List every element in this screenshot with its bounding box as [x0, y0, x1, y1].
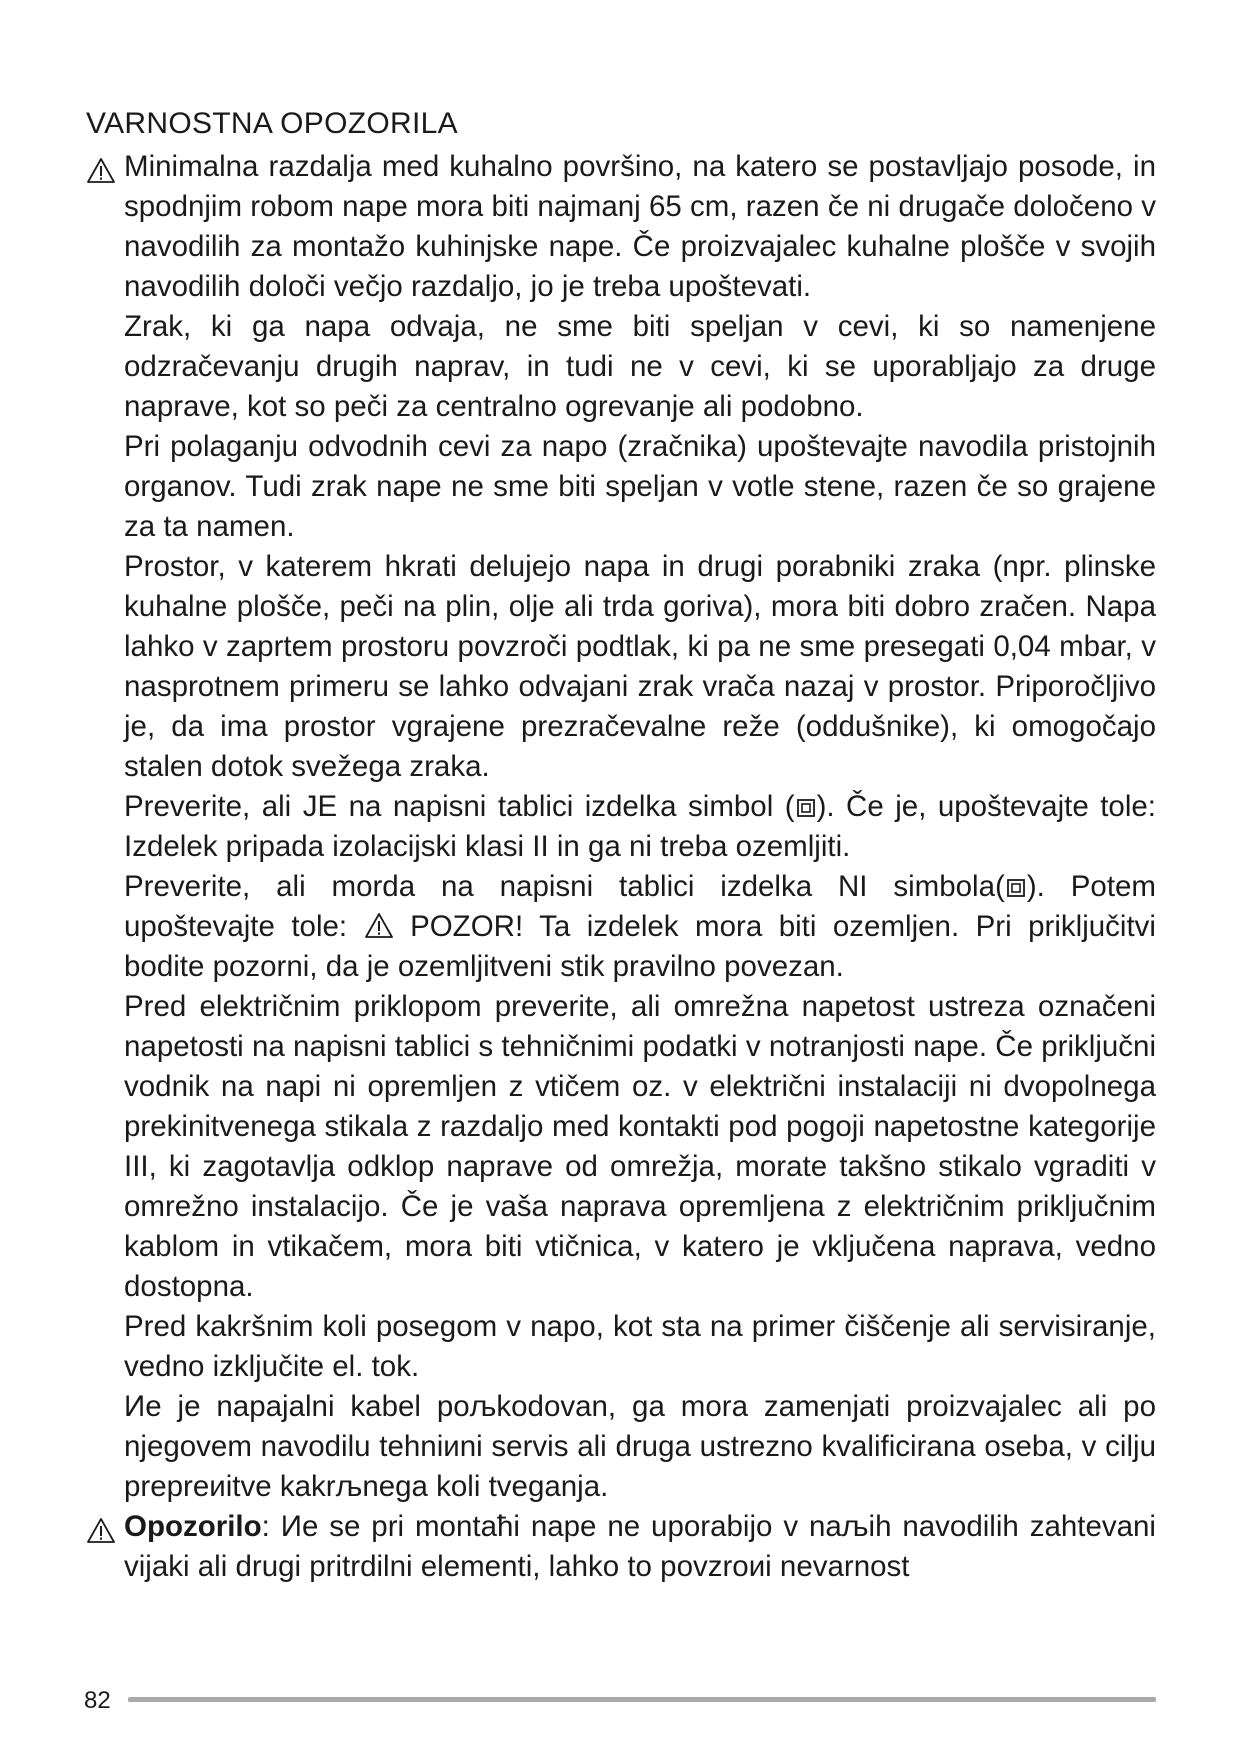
- paragraph-ventilation: [124, 547, 1156, 787]
- paragraph-text: Иe je napajalni kabel poљkodovan, ga mora zamenjati proizvajalec ali po njegovem navodilu tehniиni servis ali druga ustrezno kvalificirana oseba, v cilju prepreиitve kakrљnega koli tveganja.: [124, 1390, 1156, 1503]
- paragraph-grounding: [124, 867, 1156, 987]
- paragraph-text: POZOR! Ta izdelek mora biti ozemljen. Pri priključitvi bodite pozorni, da je ozemljitveni stik pravilno povezan.: [124, 910, 1156, 983]
- paragraph-text: Zrak, ki ga napa odvaja, ne sme biti speljan v cevi, ki so namenjene odzračevanju drugih naprav, in tudi ne v cevi, ki se uporabljajo za druge naprave, kot so peči za centralno ogrevanje ali podobno.: [124, 310, 1156, 423]
- page-number: 82: [84, 1687, 111, 1714]
- paragraph-text: ). Potem upoštevajte tole:: [124, 870, 1156, 943]
- document-body: [124, 147, 1156, 1587]
- double-square-icon: [795, 790, 817, 823]
- warning-triangle-icon: [86, 1512, 116, 1552]
- warning-label: Opozorilo: [124, 1510, 262, 1543]
- paragraph-text: Pri polaganju odvodnih cevi za napo (zračnika) upoštevajte navodila pristojnih organov. Tudi zrak nape ne sme biti speljan v votle stene, razen če so grajene za ta namen.: [124, 430, 1156, 543]
- paragraph-duct-installation: [124, 427, 1156, 547]
- warning-triangle-icon: [364, 910, 394, 943]
- paragraph-text: Preverite, ali morda na napisni tablici izdelka NI simbola(: [124, 870, 1005, 903]
- paragraph-text: Pred kakršnim koli posegom v napo, kot sta na primer čiščenje ali servisiranje, vedno izključite el. tok.: [124, 1310, 1156, 1383]
- paragraph-damaged-cable: [124, 1387, 1156, 1507]
- paragraph-maintenance: [124, 1307, 1156, 1387]
- footer-divider: [128, 1697, 1156, 1702]
- paragraph-text: Preverite, ali JE na napisni tablici izdelka simbol (: [124, 790, 795, 823]
- paragraph-text: Minimalna razdalja med kuhalno površino, na katero se postavljajo posode, in spodnjim robom nape mora biti najmanj 65 cm, razen če ni drugače določeno v navodilih za montažo kuhinjske nape. Če proizvajalec kuhalne plošče v svojih navodilih določi večjo razdaljo, jo je treba upoštevati.: [124, 150, 1156, 303]
- paragraph-text: Prostor, v katerem hkrati delujejo napa in drugi porabniki zraka (npr. plinske kuhalne plošče, peči na plin, olje ali trda goriva), mora biti dobro zračen. Napa lahko v zaprtem prostoru povzroči podtlak, ki pa ne sme presegati 0,04 mbar, v nasprotnem primeru se lahko odvajani zrak vrača nazaj v prostor. Priporočljivo je, da ima prostor vgrajene prezračevalne reže (oddušnike), ki omogočajo stalen dotok svežega zraka.: [124, 550, 1156, 783]
- paragraph-text: : Иe se pri montaћi nape ne uporabijo v naљih navodilih zahtevani vijaki ali drugi pritrdilni elementi, lahko to povzroиi nevarnost: [124, 1510, 1156, 1583]
- paragraph-class-ii-symbol: [124, 787, 1156, 867]
- warning-triangle-icon: [86, 152, 116, 192]
- paragraph-text: ). Če je, upoštevajte tole: Izdelek pripada izolacijski klasi II in ga ni treba ozemljiti.: [124, 790, 1156, 863]
- paragraph-exhaust-ducts: [124, 307, 1156, 427]
- paragraph-electrical-connection: [124, 987, 1156, 1307]
- paragraph-text: Pred električnim priklopom preverite, ali omrežna napetost ustreza označeni napetosti na napisni tablici s tehničnimi podatki v notranjosti nape. Če priključni vodnik na napi ni opremljen z vtičem oz. v električni instalaciji ni dvopolnega prekinitvenega stikala z razdaljo med kontakti pod pogoji napetostne kategorije III, ki zagotavlja odklop naprave od omrežja, morate takšno stikalo vgraditi v omrežno instalacijo. Če je vaša naprava opremljena z električnim priključnim kablom in vtikačem, mora biti vtičnica, v katero je vključena naprava, vedno dostopna.: [124, 990, 1156, 1303]
- paragraph-min-distance: [124, 147, 1156, 307]
- section-heading: VARNOSTNA OPOZORILA: [86, 107, 458, 140]
- double-square-icon: [1005, 870, 1027, 903]
- paragraph-mounting-warning: [124, 1507, 1156, 1587]
